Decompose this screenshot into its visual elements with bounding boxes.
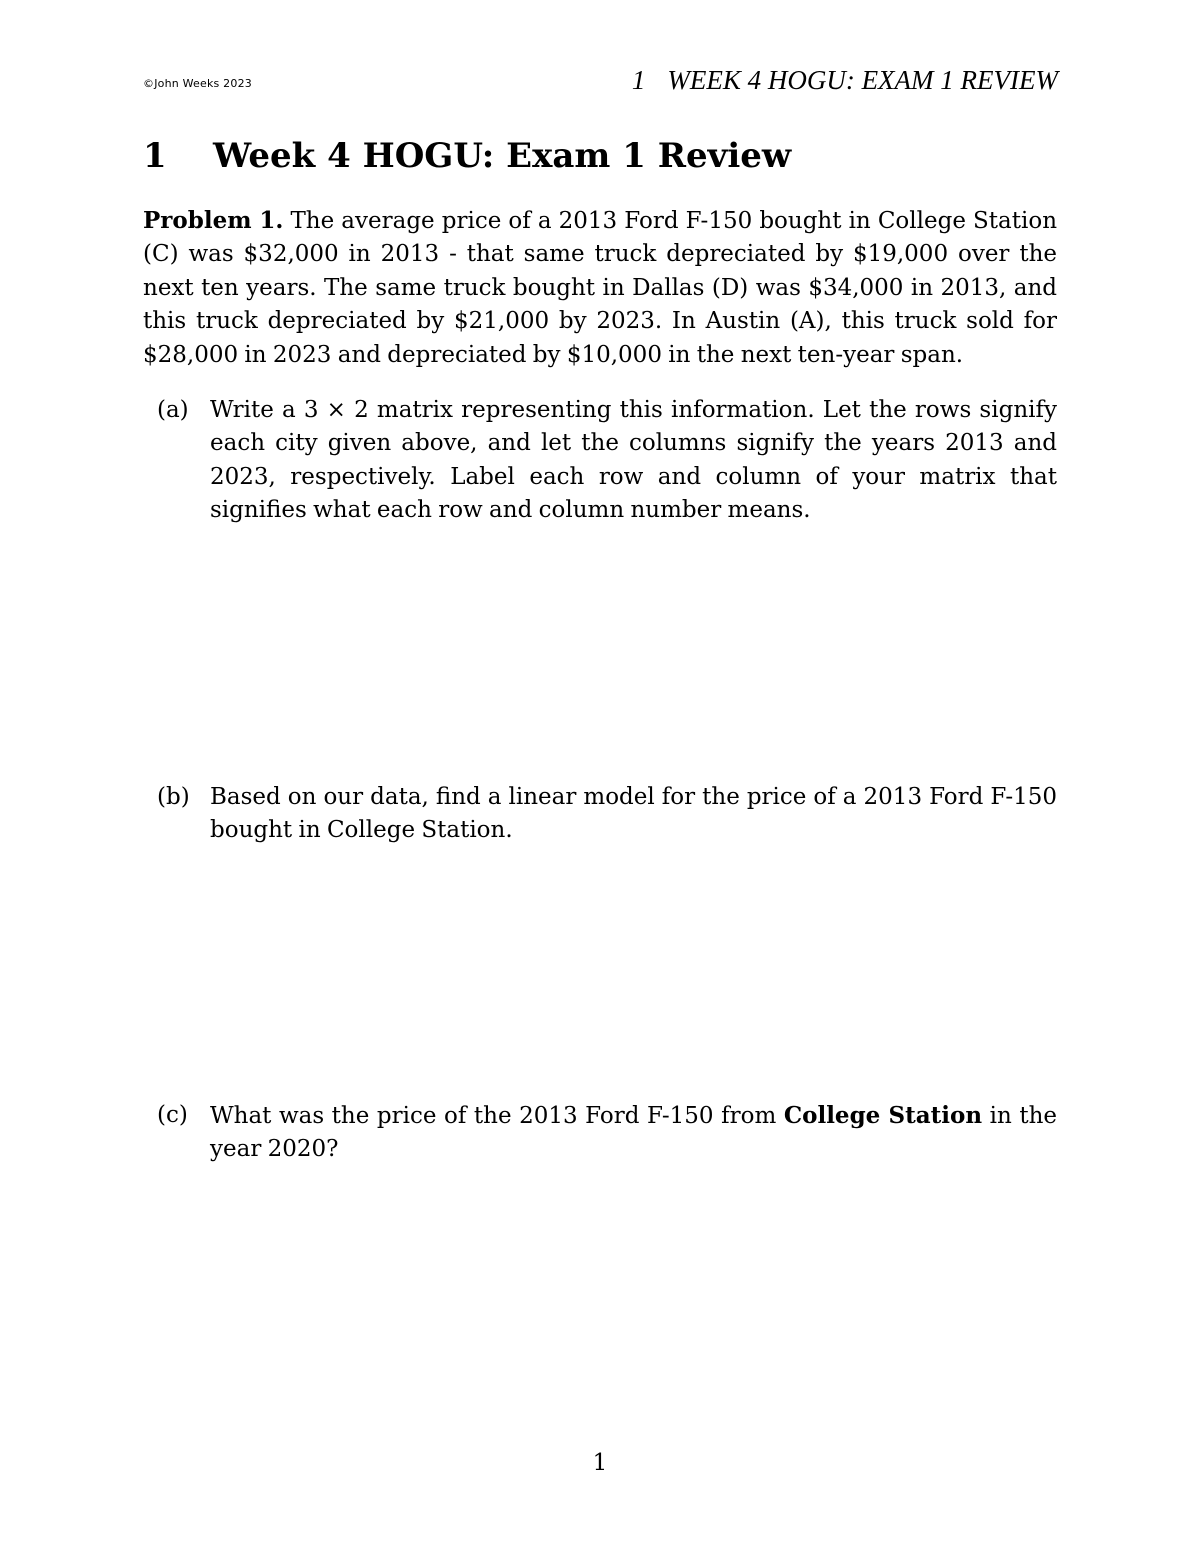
part-c-text-after: in the year 2020? <box>210 1103 1057 1163</box>
part-c-text-before: What was the price of the 2013 Ford F-150 from <box>210 1103 777 1129</box>
page-number: 1 <box>592 1450 608 1476</box>
part-b-marker: (b) <box>157 784 190 810</box>
part-c <box>143 1099 1057 1167</box>
part-b-text: Based on our data, find a linear model for the price of a 2013 Ford F-150 bought in College Station. <box>210 784 1057 844</box>
section-title: Week 4 HOGU: Exam 1 Review <box>213 136 792 176</box>
part-c-marker: (c) <box>157 1102 188 1128</box>
section-heading <box>143 134 791 178</box>
problem-label: Problem 1. <box>143 207 284 234</box>
part-a <box>143 394 1057 528</box>
running-header-section-number: 1 <box>631 65 646 95</box>
copyright-notice: ©John Weeks 2023 <box>143 77 252 90</box>
part-c-text <box>210 1099 1057 1167</box>
running-header-title: WEEK 4 HOGU: EXAM 1 REVIEW <box>667 65 1058 95</box>
problem-text: The average price of a 2013 Ford F-150 bought in College Station (C) was $32,000 in 2013 - that same truck depreciated by $19,000 over the next ten years. The same truck bought in Dallas (D) was $34,000 in 2013, and this truck depreciated by $21,000 by 2023. In Austin (A), this truck sold for $28,000 in 2023 and depreciated by $10,000 in the next ten-year span. <box>143 208 1058 368</box>
problem-statement <box>143 204 1057 372</box>
part-b <box>143 781 1057 848</box>
running-header <box>632 64 1058 96</box>
part-c-text-bold: College Station <box>783 1102 983 1129</box>
section-number: 1 <box>143 136 167 176</box>
part-a-text: Write a 3 × 2 matrix representing this information. Let the rows signify each city given above, and let the columns signify the years 2013 and 2023, respectively. Label each row and column of your matrix that signifies what each row and column number means. <box>210 397 1057 524</box>
part-a-marker: (a) <box>157 397 189 423</box>
